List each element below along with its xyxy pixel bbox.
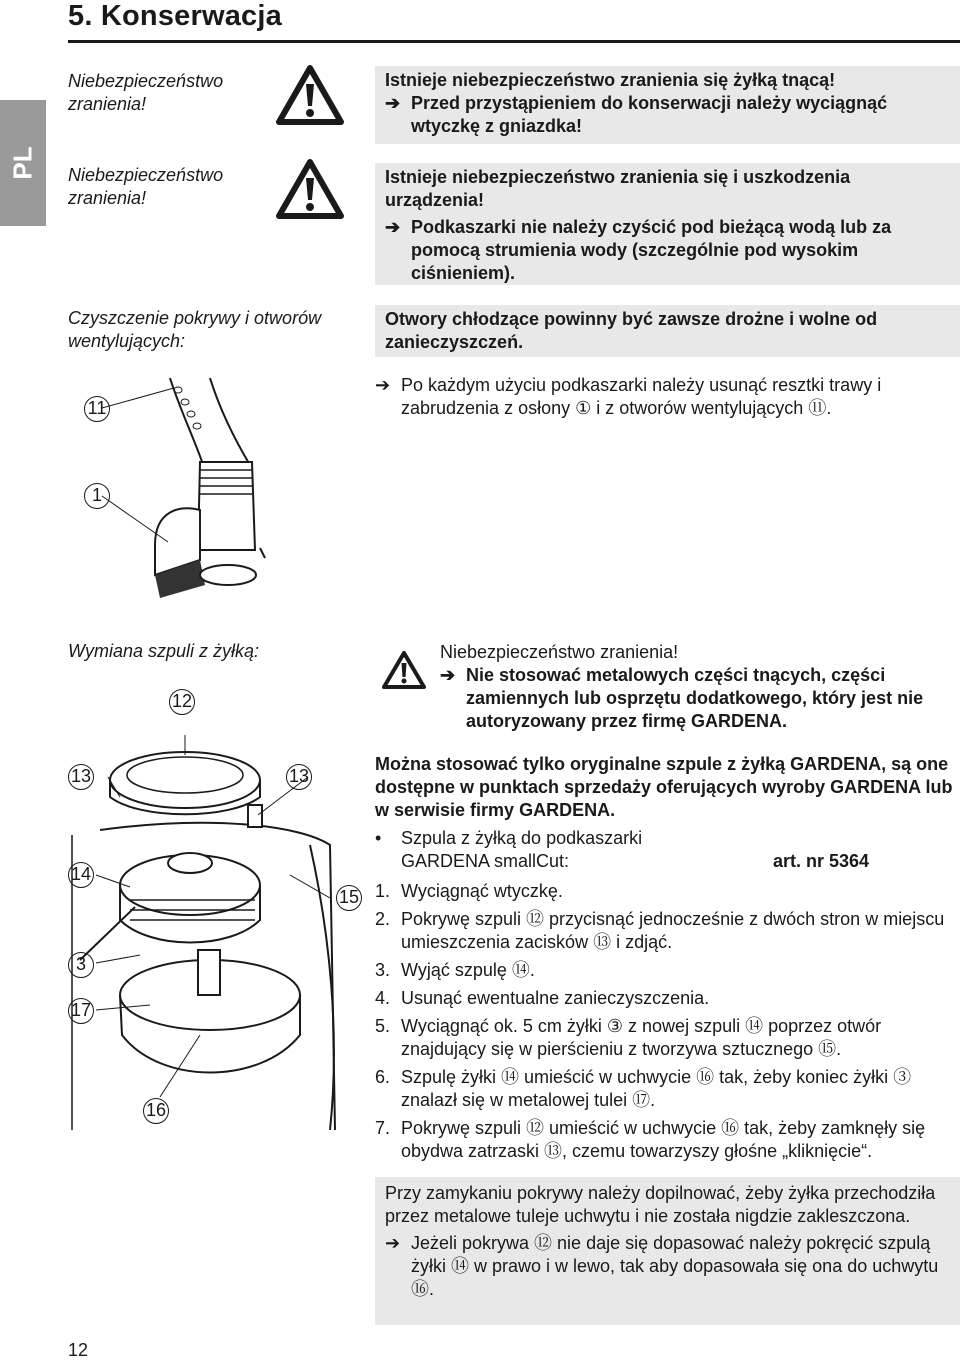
callout-13: 13 (68, 764, 94, 790)
warning-metal-parts (440, 641, 955, 733)
arrow-icon: ➔ (385, 93, 401, 113)
notice-arrow-text: Podkaszarki nie należy czyścić pod bieżącą wodą lub za pomocą strumienia wody (szczególnie pod wysokim ciśnieniem). (411, 217, 892, 283)
step-number: 2. (375, 909, 391, 929)
language-tab (0, 100, 46, 226)
steps-list (375, 880, 955, 1163)
callout-13: 13 (286, 764, 312, 790)
list-item (375, 987, 955, 1010)
warning-icon (381, 650, 427, 690)
step-text: Szpulę żyłki ⑭ umieścić w uchwycie ⑯ tak, żeby koniec żyłki ③ znalazł się w metalowej tulei ⑰. (401, 1067, 912, 1110)
notice-arrow-item (385, 216, 950, 285)
bullet-line-2: GARDENA smallCut: (401, 851, 570, 871)
step-number: 4. (375, 988, 391, 1008)
cleaning-text: Po każdym użyciu podkaszarki należy usunąć resztki trawy i zabrudzenia z osłony ① i z otworów wentylujących ⑪. (401, 375, 882, 418)
list-item (375, 1066, 955, 1112)
callout-17: 17 (68, 998, 94, 1024)
list-item (375, 880, 955, 903)
warning-title: Niebezpieczeństwo zranienia! (440, 642, 679, 662)
step-text: Wyjąć szpulę ⑭. (401, 960, 535, 980)
bullet-icon: • (375, 828, 382, 848)
page-number: 12 (68, 1340, 89, 1360)
step-text: Usunąć ewentualne zanieczyszczenia. (401, 988, 710, 1008)
spool-intro: Można stosować tylko oryginalne szpule z żyłką GARDENA, są one dostępne w punktach sprzedaży oferujących wyroby GARDENA lub w serwisie firmy GARDENA. (375, 754, 953, 820)
list-item (375, 1015, 955, 1061)
notice-box-line-hazard (375, 66, 960, 144)
step-number: 3. (375, 960, 391, 980)
warning-icon (275, 64, 345, 126)
callout-3: 3 (68, 952, 94, 978)
list-item (375, 827, 955, 873)
arrow-icon: ➔ (385, 1233, 401, 1253)
article-number: art. nr 5364 (773, 851, 870, 871)
bullet-line-1: Szpula z żyłką do podkaszarki (401, 828, 643, 848)
warning-icon (275, 158, 345, 220)
notice-box-cooling (375, 305, 960, 357)
side-label-spool: Wymiana szpuli z żyłką: (68, 641, 260, 661)
notice-text: Przy zamykaniu pokrywy należy dopilnować, żeby żyłka przechodziła przez metalowe tuleje uchwytu i nie została nigdzie zakleszczona. (385, 1183, 936, 1226)
bullet-line-2-row (401, 850, 955, 873)
cleaning-instruction (375, 374, 955, 420)
notice-text: Istnieje niebezpieczeństwo zranienia się i uszkodzenia urządzenia! (385, 167, 851, 210)
notice-text: Istnieje niebezpieczeństwo zranienia się żyłką tnącą! (385, 70, 836, 90)
list-item (375, 908, 955, 954)
step-text: Wyciągnąć ok. 5 cm żyłki ③ z nowej szpuli ⑭ poprzez otwór znajdujący się w pierścieniu z tworzywa sztucznego ⑮. (401, 1016, 882, 1059)
callout-15: 15 (336, 885, 362, 911)
step-text: Pokrywę szpuli ⑫ umieścić w uchwycie ⑯ tak, żeby zamknęły się obydwa zatrzaski ⑬, czemu towarzyszy głośne „kliknięcie“. (401, 1118, 926, 1161)
side-label-danger-2: Niebezpieczeństwo zranienia! (68, 165, 224, 208)
notice-arrow-text: Przed przystąpieniem do konserwacji należy wyciągnąć wtyczkę z gniazdka! (411, 93, 888, 136)
callout-12: 12 (169, 689, 195, 715)
notice-box-water-hazard (375, 163, 960, 285)
list-item (375, 1117, 955, 1163)
spool-bullet (375, 827, 955, 873)
notice-arrow-text: Jeżeli pokrywa ⑫ nie daje się dopasować należy pokręcić szpulą żyłki ⑭ w prawo i w lewo, tak aby dopasowała się ona do uchwytu ⑯. (411, 1233, 939, 1299)
arrow-icon: ➔ (375, 375, 391, 395)
warning-arrow-text: Nie stosować metalowych części tnących, części zamiennych lub osprzętu dodatkowego, który jest nie autoryzowany przez firmę GARDENA. (466, 665, 924, 731)
arrow-icon: ➔ (440, 665, 456, 685)
step-number: 5. (375, 1016, 391, 1036)
notice-arrow-item (385, 1232, 950, 1301)
notice-arrow-item (385, 92, 950, 138)
title-rule (68, 40, 960, 43)
step-number: 1. (375, 881, 391, 901)
warning-arrow-item (440, 664, 955, 733)
notice-text: Otwory chłodzące powinny być zawsze drożne i wolne od zanieczyszczeń. (385, 309, 878, 352)
side-label-danger-1: Niebezpieczeństwo zranienia! (68, 71, 224, 114)
list-item (375, 959, 955, 982)
notice-box-closing (375, 1177, 960, 1325)
step-number: 6. (375, 1067, 391, 1087)
callout-14: 14 (68, 862, 94, 888)
side-label-cleaning: Czyszczenie pokrywy i otworów wentylujących: (68, 308, 322, 351)
arrow-item (375, 374, 955, 420)
step-text: Wyciągnąć wtyczkę. (401, 881, 563, 901)
callout-11: 11 (84, 396, 110, 422)
callout-16: 16 (143, 1098, 169, 1124)
step-text: Pokrywę szpuli ⑫ przycisnąć jednocześnie z dwóch stron w miejscu umieszczenia zacisków ⑬ i zdjąć. (401, 909, 945, 952)
page-title: 5. Konserwacja (68, 0, 282, 32)
step-number: 7. (375, 1118, 391, 1138)
callout-1: 1 (84, 483, 110, 509)
arrow-icon: ➔ (385, 217, 401, 237)
spool-assembly-illustration (60, 735, 360, 1130)
language-tab-label: PL (7, 146, 38, 180)
